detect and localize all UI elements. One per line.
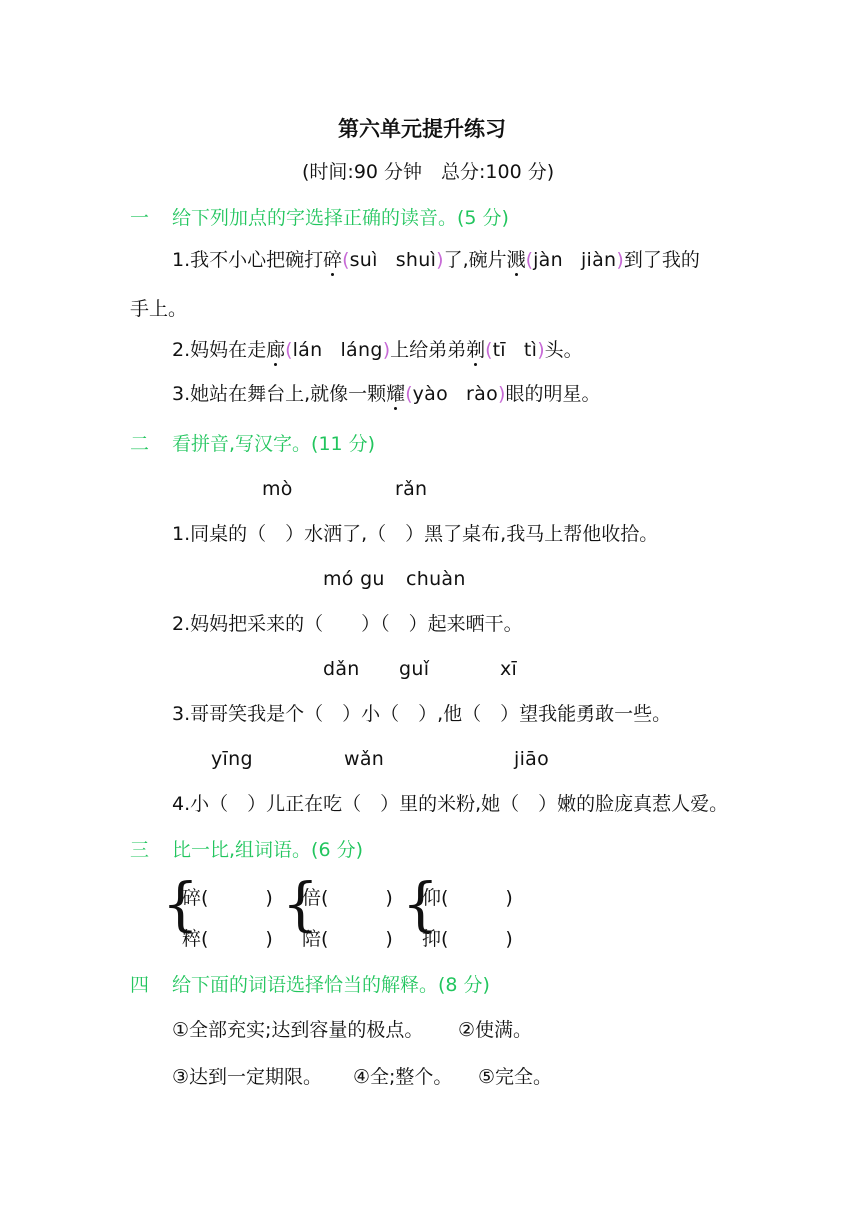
pinyin: mò <box>262 478 293 500</box>
page-title: 第六单元提升练习 <box>338 117 506 141</box>
definition-4: ④全;整个。 <box>353 1066 453 1088</box>
word-item: 陪( ) <box>302 928 393 950</box>
word-item: 抑( ) <box>422 928 513 950</box>
option: suì <box>349 249 378 271</box>
option: tì <box>523 339 538 361</box>
pinyin: mó gu <box>323 568 385 590</box>
dotted-char: 溅 <box>506 249 526 271</box>
section-1-heading: 给下列加点的字选择正确的读音。(5 分) <box>172 207 509 229</box>
s1-question-1: 1.我不小心把碗打碎(suì shuì)了,碗片溅(jàn jiàn)到了我的 <box>172 249 700 271</box>
section-4-number: 四 <box>130 974 150 996</box>
s1-question-2: 2.妈妈在走廊(lán láng)上给弟弟剃(tī tì)头。 <box>172 339 583 361</box>
s2-question-4: 4.小（ ）儿正在吃（ ）里的米粉,她（ ）嫩的脸庞真惹人爱。 <box>172 793 729 815</box>
section-3-number: 三 <box>130 839 150 861</box>
option: láng <box>340 339 383 361</box>
s1-question-1-continued: 手上。 <box>130 298 188 320</box>
pinyin: jiāo <box>514 748 550 770</box>
section-1-number: 一 <box>130 207 150 229</box>
brace-icon: { <box>282 870 319 938</box>
pinyin: xī <box>500 658 518 680</box>
s2-question-3: 3.哥哥笑我是个（ ）小（ ）,他（ ）望我能勇敢一些。 <box>172 703 672 725</box>
dotted-char: 碎 <box>323 249 343 271</box>
definition-2: ②使满。 <box>458 1019 533 1041</box>
pinyin: rǎn <box>395 478 428 500</box>
section-3-heading: 比一比,组词语。(6 分) <box>172 839 363 861</box>
dotted-char: 剃 <box>466 339 486 361</box>
section-2-number: 二 <box>130 433 150 455</box>
compare-group-2 <box>282 870 407 960</box>
definition-5: ⑤完全。 <box>478 1066 553 1088</box>
option: shuì <box>395 249 437 271</box>
option: lán <box>292 339 323 361</box>
option: rào <box>466 383 499 405</box>
brace-icon: { <box>402 870 439 938</box>
pinyin: wǎn <box>344 748 385 770</box>
definition-3: ③达到一定期限。 <box>172 1066 323 1088</box>
definition-1: ①全部充实;达到容量的极点。 <box>172 1019 424 1041</box>
s2-question-2: 2.妈妈把采来的（ ）（ ）起来晒干。 <box>172 613 523 635</box>
word-item: 碎( ) <box>182 887 273 909</box>
word-item: 粹( ) <box>182 928 273 950</box>
pinyin: yīng <box>211 748 253 770</box>
pinyin: guǐ <box>399 658 430 680</box>
section-4-heading: 给下面的词语选择恰当的解释。(8 分) <box>172 974 490 996</box>
option: jàn <box>533 249 563 271</box>
pinyin: chuàn <box>406 568 466 590</box>
word-item: 仰( ) <box>422 887 513 909</box>
s1-question-3: 3.她站在舞台上,就像一颗耀(yào rào)眼的明星。 <box>172 383 601 405</box>
dotted-char: 耀 <box>386 383 406 405</box>
brace-icon: { <box>162 870 199 938</box>
page-subtitle: (时间:90 分钟 总分:100 分) <box>302 161 555 183</box>
section-2-heading: 看拼音,写汉字。(11 分) <box>172 433 376 455</box>
compare-group-3 <box>402 870 527 960</box>
option: jiàn <box>580 249 617 271</box>
compare-group-1 <box>162 870 287 960</box>
pinyin: dǎn <box>323 658 360 680</box>
s2-question-1: 1.同桌的（ ）水洒了,（ ）黑了桌布,我马上帮他收拾。 <box>172 523 659 545</box>
dotted-char: 廊 <box>266 339 286 361</box>
option: tī <box>492 339 506 361</box>
word-item: 倍( ) <box>302 887 393 909</box>
option: yào <box>412 383 449 405</box>
